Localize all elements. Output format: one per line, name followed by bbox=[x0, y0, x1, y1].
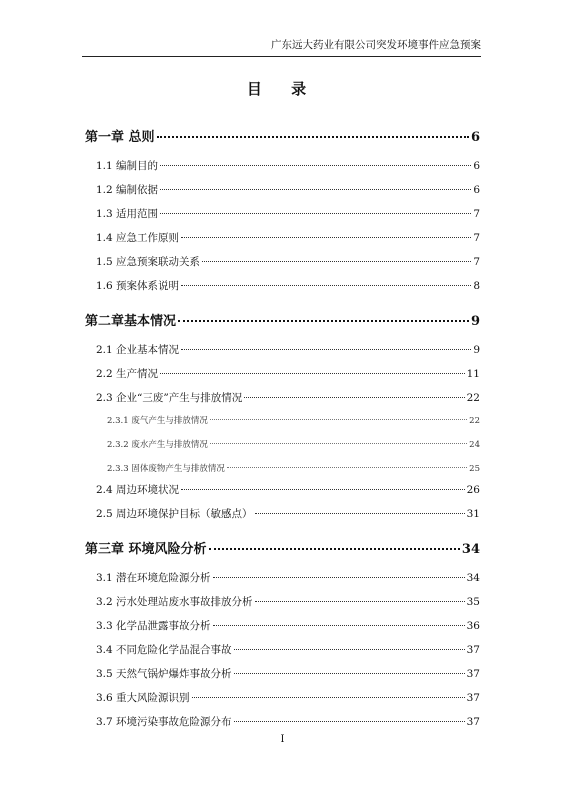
dot-leader bbox=[202, 261, 471, 262]
toc-entry-page: 11 bbox=[466, 368, 480, 380]
dot-leader bbox=[160, 165, 471, 166]
toc-entry-page: 6 bbox=[473, 184, 480, 196]
toc-entry[interactable] bbox=[85, 642, 480, 657]
dot-leader bbox=[227, 467, 467, 468]
toc-entry[interactable] bbox=[85, 230, 480, 245]
dot-leader bbox=[178, 320, 469, 322]
dot-leader bbox=[210, 443, 467, 444]
toc-entry-label: 1.6 预案体系说明 bbox=[96, 280, 180, 292]
toc-entry[interactable] bbox=[85, 482, 480, 497]
dot-leader bbox=[213, 577, 465, 578]
dot-leader bbox=[210, 419, 467, 420]
toc-entry-label: 2.4 周边环境状况 bbox=[96, 484, 180, 496]
toc-entry-label: 3.2 污水处理站废水事故排放分析 bbox=[96, 596, 253, 608]
toc-entry-label: 第一章 总则 bbox=[85, 130, 155, 145]
toc-entry[interactable] bbox=[85, 618, 480, 633]
toc-entry-page: 25 bbox=[469, 464, 480, 474]
toc-entry-label: 3.3 化学品泄露事故分析 bbox=[96, 620, 211, 632]
toc-entry[interactable] bbox=[85, 206, 480, 221]
toc-entry-page: 9 bbox=[473, 344, 480, 356]
toc-entry[interactable] bbox=[85, 462, 480, 474]
dot-leader bbox=[255, 601, 465, 602]
toc-entry[interactable] bbox=[85, 342, 480, 357]
toc-entry[interactable] bbox=[85, 690, 480, 705]
toc-entry-label: 3.4 不同危险化学品混合事故 bbox=[96, 644, 232, 656]
toc-entry-page: 35 bbox=[466, 596, 480, 608]
toc-entry-label: 2.2 生产情况 bbox=[96, 368, 159, 380]
toc-entry-page: 34 bbox=[466, 572, 480, 584]
dot-leader bbox=[192, 697, 465, 698]
toc-entry[interactable] bbox=[85, 438, 480, 450]
toc-entry-page: 22 bbox=[466, 392, 480, 404]
toc-entry-label: 2.3.2 废水产生与排放情况 bbox=[107, 440, 208, 450]
dot-leader bbox=[157, 136, 469, 138]
dot-leader bbox=[255, 513, 465, 514]
toc-entry-page: 7 bbox=[473, 256, 480, 268]
dot-leader bbox=[160, 189, 471, 190]
dot-leader bbox=[160, 373, 465, 374]
toc-entry[interactable] bbox=[85, 570, 480, 585]
toc-chapter-entry[interactable] bbox=[85, 126, 480, 145]
toc-entry-label: 2.3.1 废气产生与排放情况 bbox=[107, 416, 208, 426]
toc-entry[interactable] bbox=[85, 666, 480, 681]
toc-entry-page: 6 bbox=[473, 160, 480, 172]
toc-entry[interactable] bbox=[85, 158, 480, 173]
toc-chapter-entry[interactable] bbox=[85, 538, 480, 557]
toc-entry[interactable] bbox=[85, 414, 480, 426]
toc-entry[interactable] bbox=[85, 506, 480, 521]
toc-entry-page: 36 bbox=[466, 620, 480, 632]
page-number: I bbox=[280, 734, 285, 745]
dot-leader bbox=[181, 285, 471, 286]
dot-leader bbox=[234, 721, 465, 722]
toc-entry-page: 9 bbox=[470, 314, 480, 329]
toc-entry[interactable] bbox=[85, 366, 480, 381]
toc-entry-label: 2.1 企业基本情况 bbox=[96, 344, 180, 356]
toc-entry-page: 7 bbox=[473, 208, 480, 220]
dot-leader bbox=[181, 237, 471, 238]
toc-entry-page: 31 bbox=[466, 508, 480, 520]
header-title: 广东远大药业有限公司突发环境事件应急预案 bbox=[271, 39, 481, 51]
toc-entry-label: 1.3 适用范围 bbox=[96, 208, 159, 220]
toc-entry-label: 1.2 编制依据 bbox=[96, 184, 159, 196]
toc-entry-page: 22 bbox=[469, 416, 480, 426]
dot-leader bbox=[213, 625, 465, 626]
toc-entry[interactable] bbox=[85, 182, 480, 197]
toc-entry-page: 7 bbox=[473, 232, 480, 244]
toc-title: 目 录 bbox=[246, 80, 319, 98]
dot-leader bbox=[234, 649, 465, 650]
toc-entry-label: 1.1 编制目的 bbox=[96, 160, 159, 172]
toc-entry-label: 1.5 应急预案联动关系 bbox=[96, 256, 201, 268]
toc-entry-page: 37 bbox=[466, 716, 480, 728]
toc-entry-label: 2.3 企业“三废”产生与排放情况 bbox=[96, 392, 243, 404]
dot-leader bbox=[209, 548, 460, 550]
toc-entry-page: 24 bbox=[469, 440, 480, 450]
toc-chapter-entry[interactable] bbox=[85, 310, 480, 329]
toc-entry-label: 2.3.3 固体废物产生与排放情况 bbox=[107, 464, 225, 474]
toc-entry-label: 3.1 潜在环境危险源分析 bbox=[96, 572, 211, 584]
toc-entry-page: 6 bbox=[470, 130, 480, 145]
toc-entry-page: 37 bbox=[466, 644, 480, 656]
toc-entry-page: 34 bbox=[461, 542, 480, 557]
dot-leader bbox=[181, 489, 465, 490]
toc-entry-label: 第三章 环境风险分析 bbox=[85, 542, 207, 557]
toc-entry-label: 3.6 重大风险源识别 bbox=[96, 692, 190, 704]
toc-entry[interactable] bbox=[85, 390, 480, 405]
toc-entry-label: 2.5 周边环境保护目标（敏感点） bbox=[96, 508, 253, 520]
dot-leader bbox=[244, 397, 464, 398]
toc-entry-label: 3.5 天然气锅炉爆炸事故分析 bbox=[96, 668, 232, 680]
toc-entry-page: 8 bbox=[473, 280, 480, 292]
toc-entry-label: 3.7 环境污染事故危险源分布 bbox=[96, 716, 232, 728]
toc-entry-page: 37 bbox=[466, 692, 480, 704]
toc-entry[interactable] bbox=[85, 278, 480, 293]
dot-leader bbox=[181, 349, 471, 350]
toc-entry[interactable] bbox=[85, 714, 480, 729]
dot-leader bbox=[234, 673, 465, 674]
toc-entry[interactable] bbox=[85, 254, 480, 269]
toc-entry-label: 第二章基本情况 bbox=[85, 314, 177, 329]
toc-entry-label: 1.4 应急工作原则 bbox=[96, 232, 180, 244]
dot-leader bbox=[160, 213, 471, 214]
page-header bbox=[82, 36, 481, 57]
toc-entry-page: 37 bbox=[466, 668, 480, 680]
toc-entry-page: 26 bbox=[466, 484, 480, 496]
toc-entry[interactable] bbox=[85, 594, 480, 609]
